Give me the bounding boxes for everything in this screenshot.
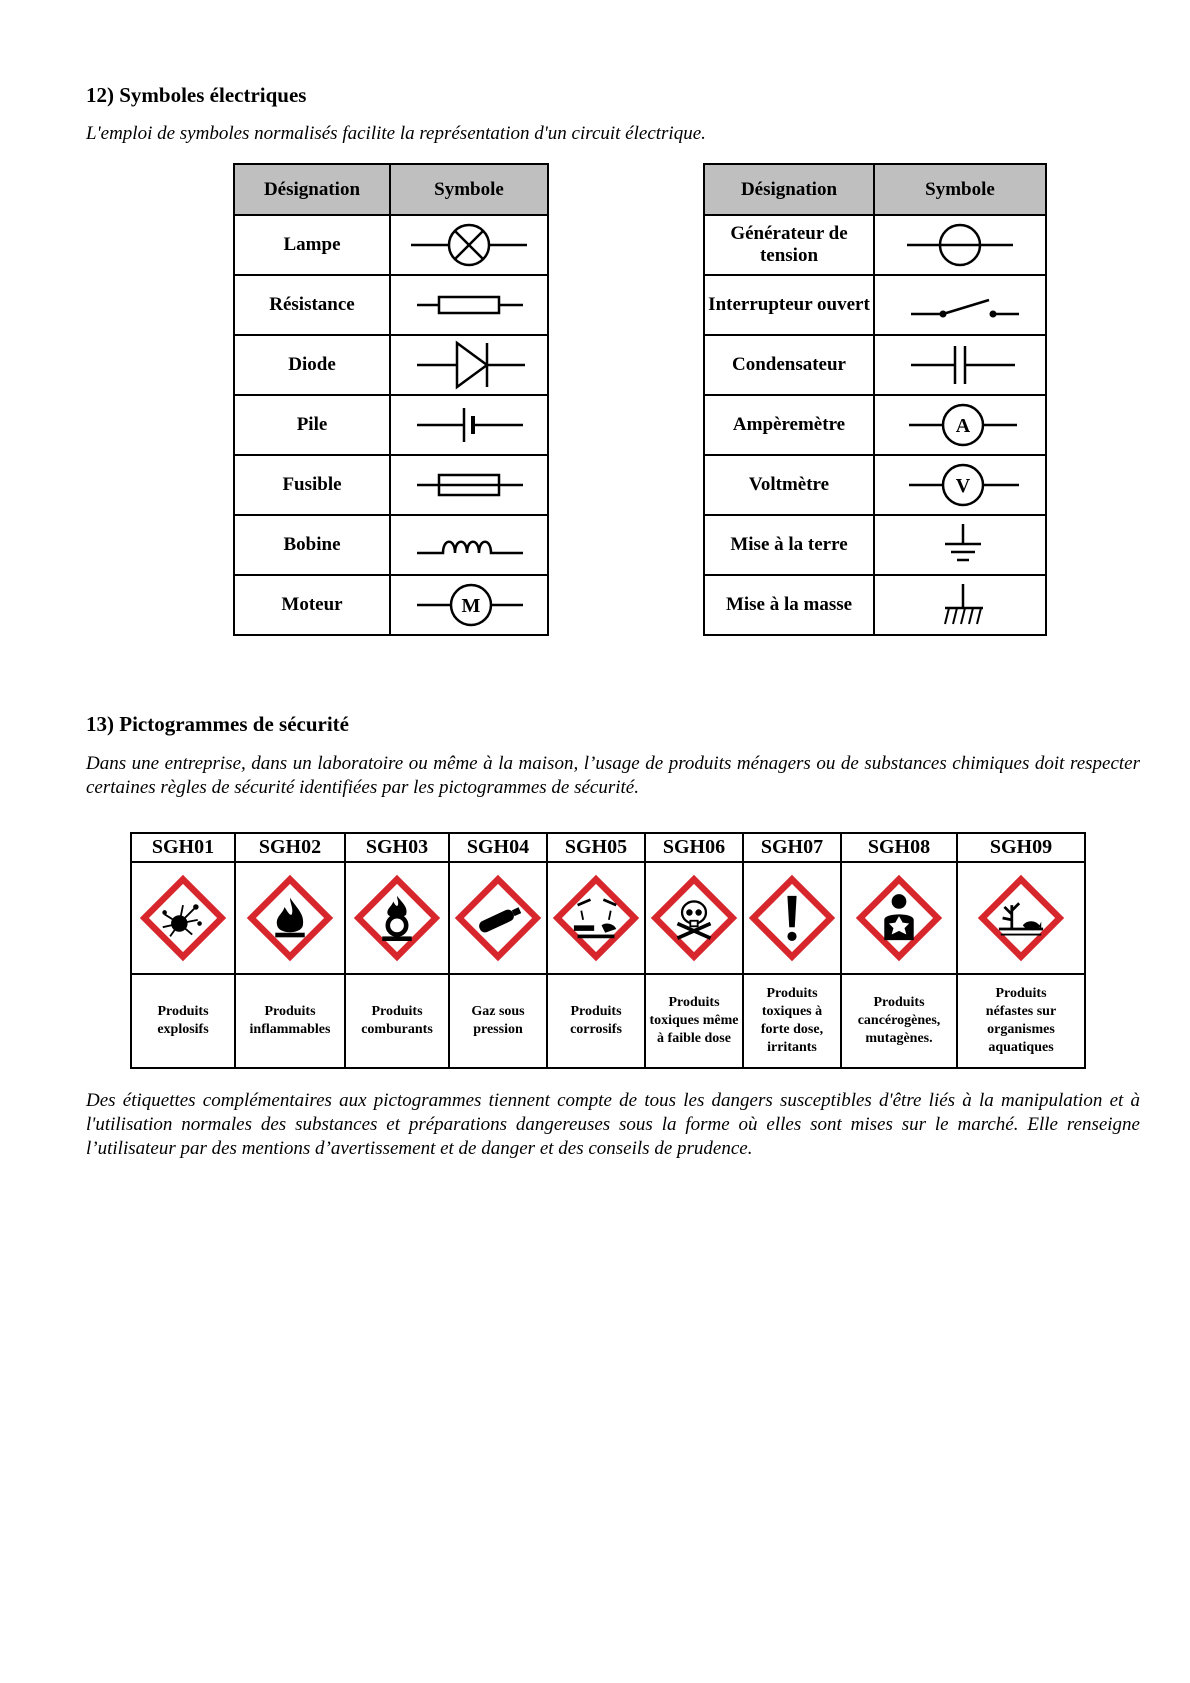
chassis-ground-icon <box>885 580 1035 630</box>
battery-icon <box>399 400 539 450</box>
open-switch-icon <box>885 280 1035 330</box>
table-row <box>234 455 548 515</box>
gas-cylinder-icon <box>452 872 544 964</box>
ghs-code: SGH02 <box>235 833 345 862</box>
table-row <box>234 215 548 275</box>
motor-icon <box>399 580 539 630</box>
row-label: Fusible <box>234 455 390 515</box>
row-label: Ampèremètre <box>704 395 874 455</box>
row-label: Condensateur <box>704 335 874 395</box>
header-designation: Désignation <box>704 164 874 215</box>
ghs-code: SGH03 <box>345 833 449 862</box>
lamp-icon <box>399 220 539 270</box>
ghs-label: Produits toxiques même à faible dose <box>649 995 739 1046</box>
health-hazard-icon <box>853 872 945 964</box>
row-label: Voltmètre <box>704 455 874 515</box>
row-label: Bobine <box>234 515 390 575</box>
section-13-outro: Des étiquettes complémentaires aux pictogrammes tiennent compte de tous les dangers susceptibles d'être liés à la manipulation et à l'utilisation normales des substances et préparations dangereuses sous la forme où elles sont mises sur le marché. Elle renseigne l’utilisateur par des mentions d’avertissement et de danger et des conseils de prudence. <box>86 1090 1140 1159</box>
ghs-label: Produits toxiques à forte dose, irritants <box>760 986 824 1055</box>
ghs-code: SGH07 <box>743 833 841 862</box>
coil-icon <box>399 520 539 570</box>
table-row <box>704 275 1046 335</box>
row-label: Générateur de tension <box>704 215 874 275</box>
ghs-code: SGH04 <box>449 833 547 862</box>
row-label: Mise à la terre <box>704 515 874 575</box>
skull-crossbones-icon <box>648 872 740 964</box>
row-label: Résistance <box>234 275 390 335</box>
table-row <box>704 575 1046 635</box>
ghs-code: SGH09 <box>957 833 1085 862</box>
flame-icon <box>244 872 336 964</box>
ghs-label: Produits cancérogènes, mutagènes. <box>857 995 941 1046</box>
voltmeter-letter: V <box>955 475 971 497</box>
ghs-pictogram-table <box>130 832 1086 1069</box>
motor-letter: M <box>461 595 481 617</box>
environment-icon <box>975 872 1067 964</box>
row-label: Moteur <box>234 575 390 635</box>
resistor-icon <box>399 280 539 330</box>
ghs-label: Produits explosifs <box>157 1004 209 1037</box>
table-row <box>704 215 1046 275</box>
row-label: Lampe <box>234 215 390 275</box>
exploding-bomb-icon <box>137 872 229 964</box>
ghs-code: SGH05 <box>547 833 645 862</box>
table-row <box>234 575 548 635</box>
ghs-label: Gaz sous pression <box>471 1004 525 1037</box>
row-label: Pile <box>234 395 390 455</box>
table-row <box>234 275 548 335</box>
header-designation: Désignation <box>234 164 390 215</box>
ammeter-icon <box>885 400 1035 450</box>
ghs-code: SGH01 <box>131 833 235 862</box>
ghs-code: SGH06 <box>645 833 743 862</box>
header-symbole: Symbole <box>874 164 1046 215</box>
table-row <box>704 335 1046 395</box>
voltage-generator-icon <box>885 220 1035 270</box>
section-12-title: 12) Symboles électriques <box>86 83 307 107</box>
fuse-icon <box>399 460 539 510</box>
ghs-code: SGH08 <box>841 833 957 862</box>
row-label: Mise à la masse <box>704 575 874 635</box>
table-row <box>234 515 548 575</box>
ghs-label: Produits corrosifs <box>570 1004 622 1037</box>
flame-over-circle-icon <box>351 872 443 964</box>
table-row <box>234 395 548 455</box>
row-label: Interrupteur ouvert <box>704 275 874 335</box>
ghs-label: Produits comburants <box>361 1004 433 1037</box>
corrosion-icon <box>550 872 642 964</box>
ammeter-letter: A <box>955 415 971 437</box>
exclamation-mark-icon <box>746 872 838 964</box>
table-row <box>234 335 548 395</box>
table-row <box>704 395 1046 455</box>
earth-ground-icon <box>885 520 1035 570</box>
ghs-label: Produits néfastes sur organismes aquatiques <box>985 986 1057 1055</box>
table-row <box>704 455 1046 515</box>
ghs-label: Produits inflammables <box>249 1004 331 1037</box>
symbols-table-left <box>233 163 549 636</box>
section-13-intro: Dans une entreprise, dans un laboratoire ou même à la maison, l’usage de produits ménagers ou de substances chimiques doit respecter certaines règles de sécurité identifiées par les pictogrammes de sécurité. <box>86 753 1140 798</box>
capacitor-icon <box>885 340 1035 390</box>
diode-icon <box>399 338 539 392</box>
symbols-table-right <box>703 163 1047 636</box>
voltmeter-icon <box>885 460 1035 510</box>
table-row <box>704 515 1046 575</box>
section-13-title: 13) Pictogrammes de sécurité <box>86 712 349 736</box>
section-12-intro: L'emploi de symboles normalisés facilite la représentation d'un circuit électrique. <box>86 123 706 144</box>
row-label: Diode <box>234 335 390 395</box>
header-symbole: Symbole <box>390 164 548 215</box>
